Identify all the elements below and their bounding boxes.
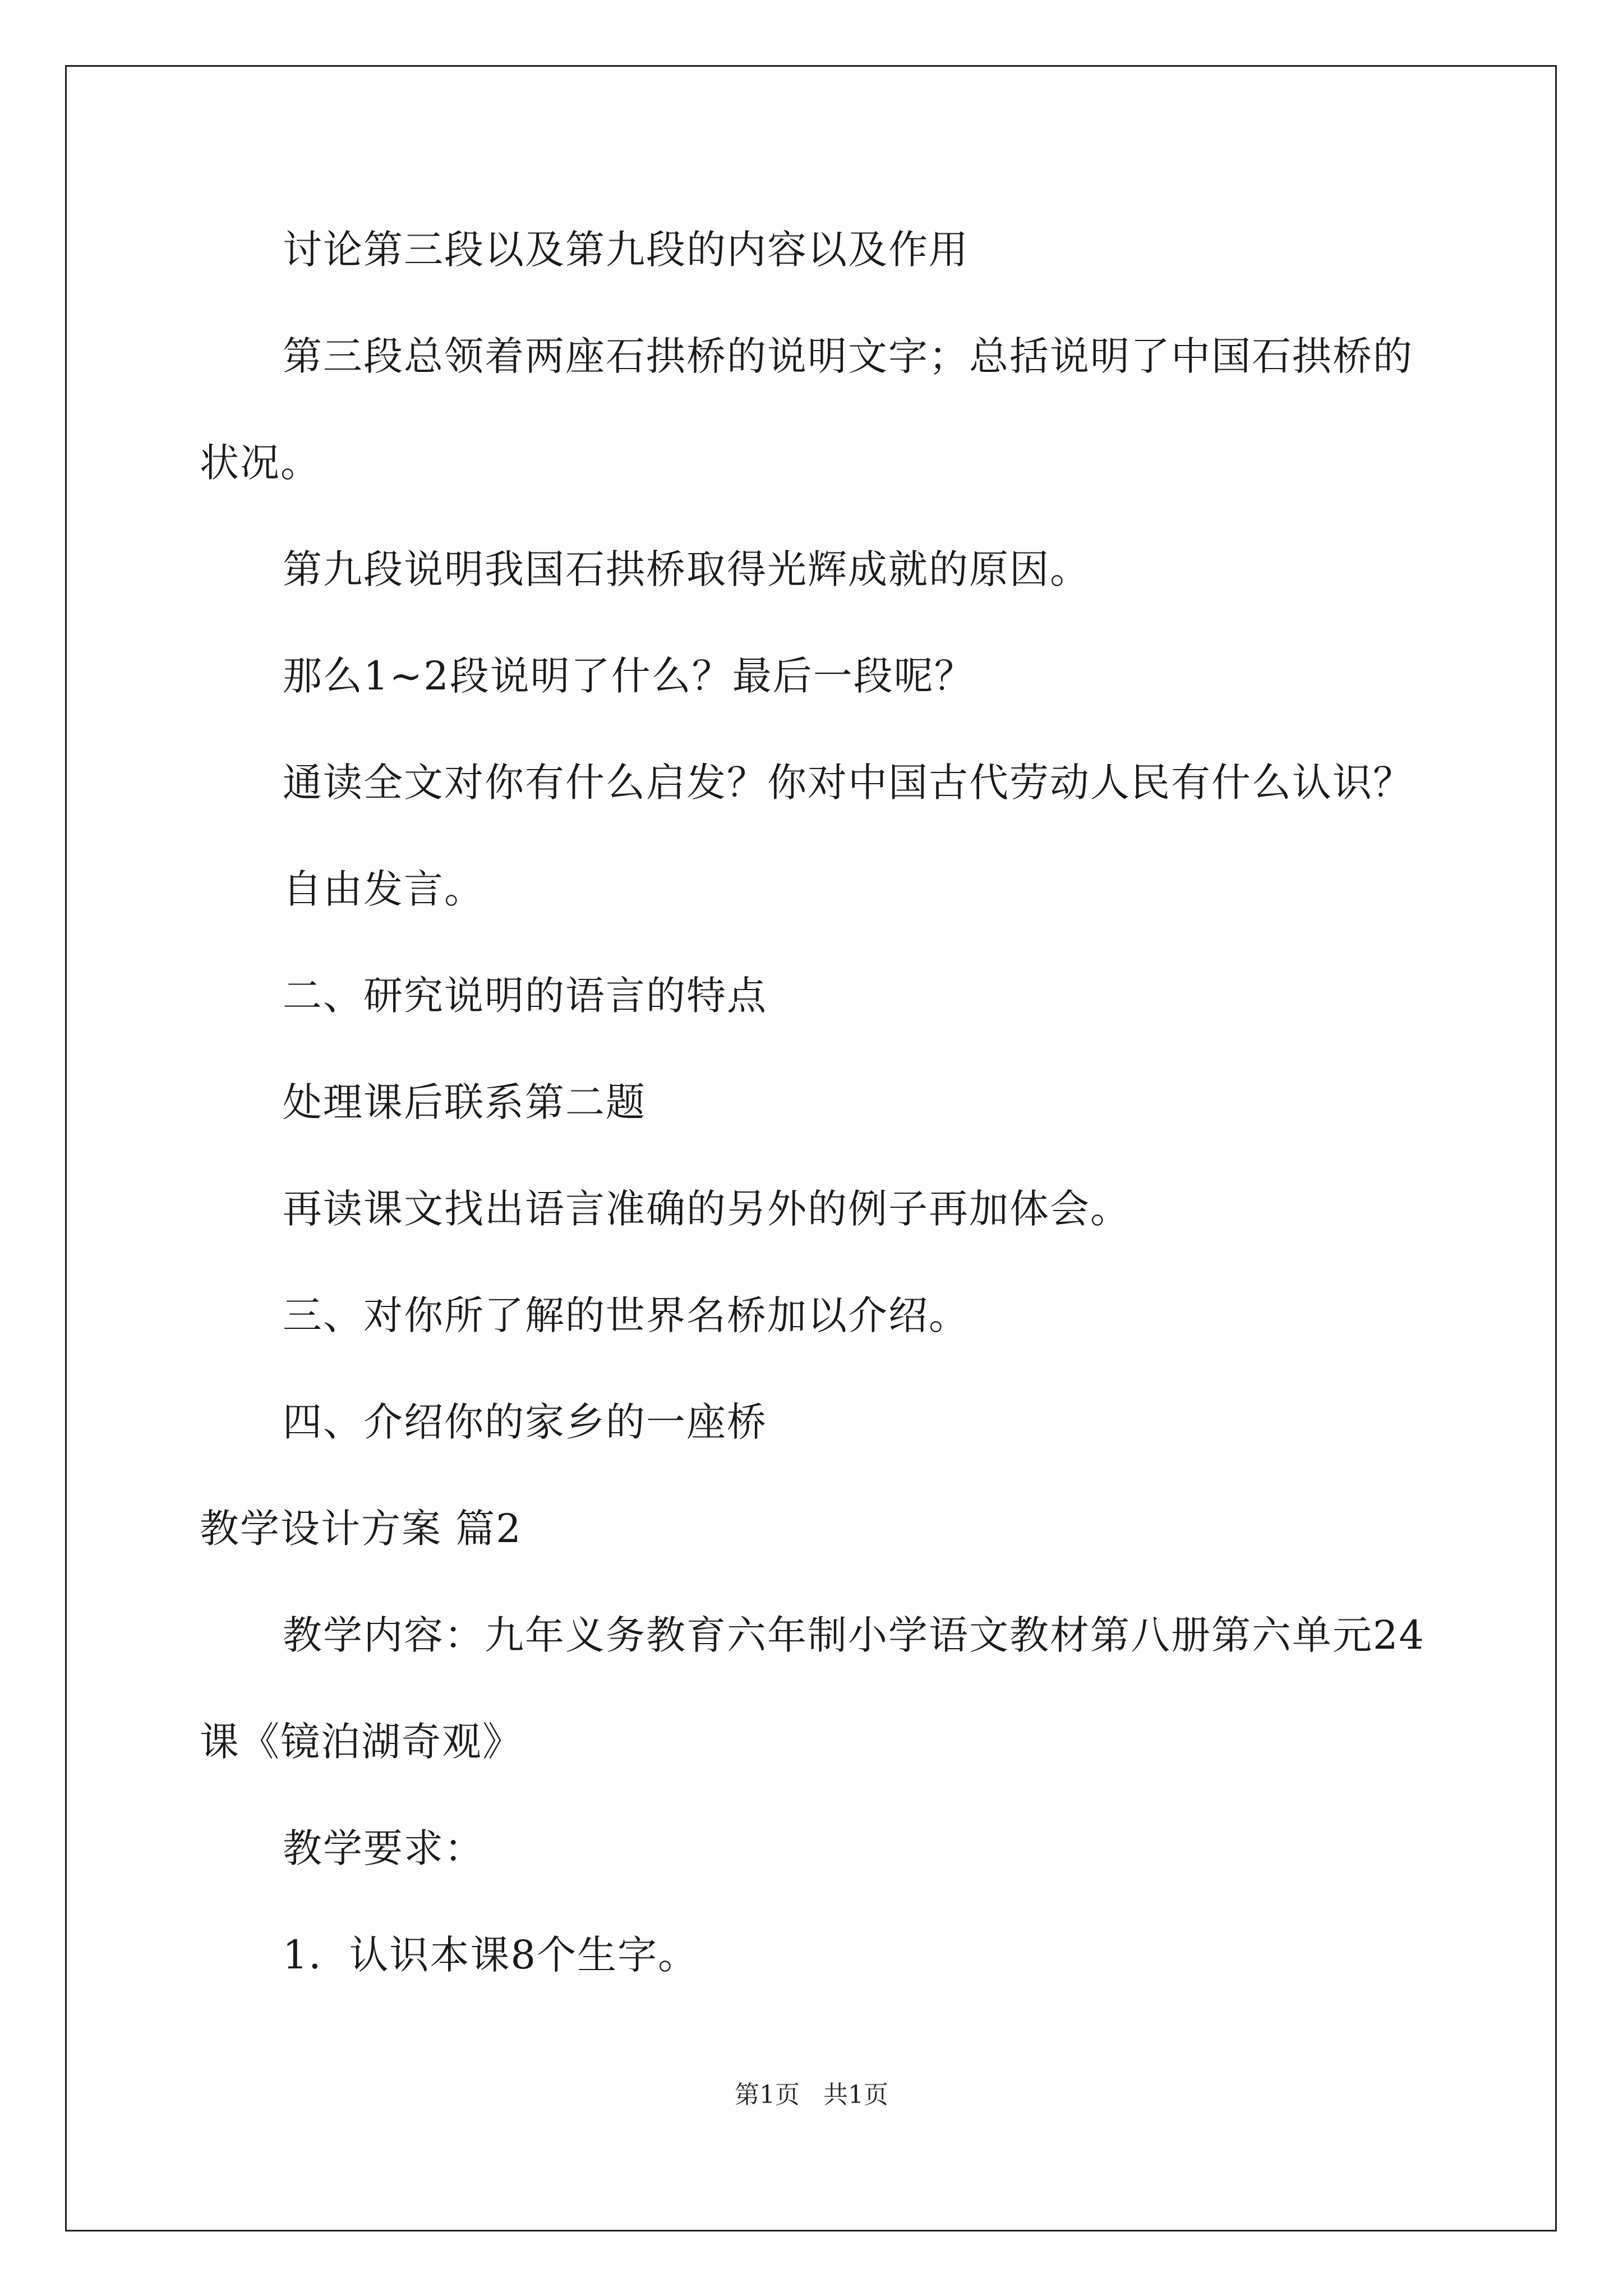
paragraph-line: 状况。 [200, 440, 321, 486]
paragraph-line: 通读全文对你有什么启发？你对中国古代劳动人民有什么认识？ [283, 760, 1413, 806]
section-heading: 四、介绍你的家乡的一座桥 [283, 1399, 767, 1445]
paragraph-line: 教学要求： [283, 1825, 485, 1871]
section-heading: 二、研究说明的语言的特点 [283, 973, 767, 1019]
document-title: 教学设计方案 篇2 [200, 1506, 522, 1552]
paragraph-line: 自由发言。 [283, 866, 485, 912]
page-frame [65, 65, 1557, 2231]
section-heading: 三、对你所了解的世界名桥加以介绍。 [283, 1292, 969, 1338]
paragraph-line: 第三段总领着两座石拱桥的说明文字；总括说明了中国石拱桥的 [283, 333, 1413, 379]
paragraph-line: 第九段说明我国石拱桥取得光辉成就的原因。 [283, 546, 1090, 592]
paragraph-line: 那么1~2段说明了什么？最后一段呢？ [283, 653, 975, 699]
paragraph-line: 处理课后联系第二题 [283, 1079, 646, 1125]
paragraph-line: 教学内容：九年义务教育六年制小学语文教材第八册第六单元24 [283, 1612, 1426, 1658]
paragraph-line: 再读课文找出语言准确的另外的例子再加体会。 [283, 1186, 1131, 1232]
page-total: 共1页 [823, 2081, 888, 2109]
paragraph-line: 课《镜泊湖奇观》 [200, 1719, 523, 1765]
paragraph-line: 讨论第三段以及第九段的内容以及作用 [283, 227, 969, 273]
page-number: 第1页 [735, 2081, 800, 2109]
page-footer [0, 2078, 1623, 2112]
list-item: 1．认识本课8个生字。 [283, 1932, 699, 1978]
